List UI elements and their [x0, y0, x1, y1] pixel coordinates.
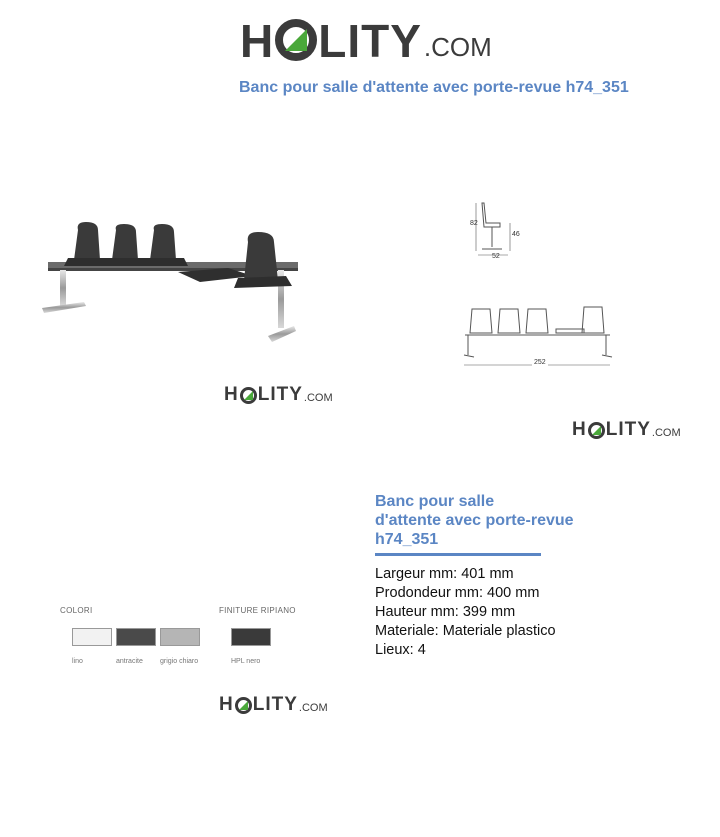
logo-letters-left: H: [224, 384, 239, 405]
logo-domain: .COM: [303, 392, 333, 404]
technical-drawing: [460, 195, 620, 375]
swatch-label-lino: lino: [72, 658, 83, 665]
logo-letters-right: LITY: [257, 384, 303, 405]
logo-letters-right: LITY: [318, 15, 422, 67]
logo-letters-right: LITY: [605, 419, 651, 440]
logo-letters-right: LITY: [252, 694, 298, 715]
swatch-label-hpl-nero: HPL nero: [231, 658, 261, 665]
logo-domain: .COM: [651, 427, 681, 439]
logo-o-icon: [275, 19, 317, 61]
logo-letters-left: H: [572, 419, 587, 440]
swatch-lino[interactable]: [72, 628, 112, 646]
logo-o-icon: [235, 697, 252, 714]
spec-width: Largeur mm: 401 mm: [375, 566, 514, 582]
swatch-grigio-chiaro[interactable]: [160, 628, 200, 646]
swatch-hpl-nero[interactable]: [231, 628, 271, 646]
spec-height: Hauteur mm: 399 mm: [375, 604, 516, 620]
page-title: Banc pour salle d'attente avec porte-revue h74_351: [239, 79, 629, 96]
product-box-title: Banc pour salle d'attente avec porte-revue h74_351: [375, 493, 574, 548]
logo-o-icon: [240, 387, 257, 404]
colors-section-label: COLORI: [60, 606, 93, 615]
swatch-label-grigio-chiaro: grigio chiaro: [160, 658, 199, 665]
swatches-logo: [219, 694, 328, 716]
product-photo: [38, 200, 318, 355]
logo-o-icon: [588, 422, 605, 439]
spec-seats: Lieux: 4: [375, 642, 426, 658]
swatch-antracite[interactable]: [116, 628, 156, 646]
photo-logo: [224, 384, 333, 406]
spec-material: Materiale: Materiale plastico: [375, 623, 556, 639]
logo-letters-left: H: [219, 694, 234, 715]
dimension-height-back: 82: [470, 220, 478, 227]
spec-list: [375, 565, 556, 660]
title-underline: [375, 553, 541, 556]
dimension-height-seat: 46: [512, 231, 520, 238]
dimension-depth: 52: [492, 253, 500, 260]
logo-letters-left: H: [240, 15, 275, 67]
logo-domain: .COM: [423, 32, 492, 62]
finish-section-label: FINITURE RIPIANO: [219, 606, 296, 615]
swatch-label-antracite: antracite: [116, 658, 143, 665]
top-logo[interactable]: [240, 15, 492, 67]
drawing-logo: [572, 419, 681, 441]
spec-depth: Prodondeur mm: 400 mm: [375, 585, 540, 601]
logo-domain: .COM: [298, 702, 328, 714]
dimension-width: 252: [534, 359, 546, 366]
